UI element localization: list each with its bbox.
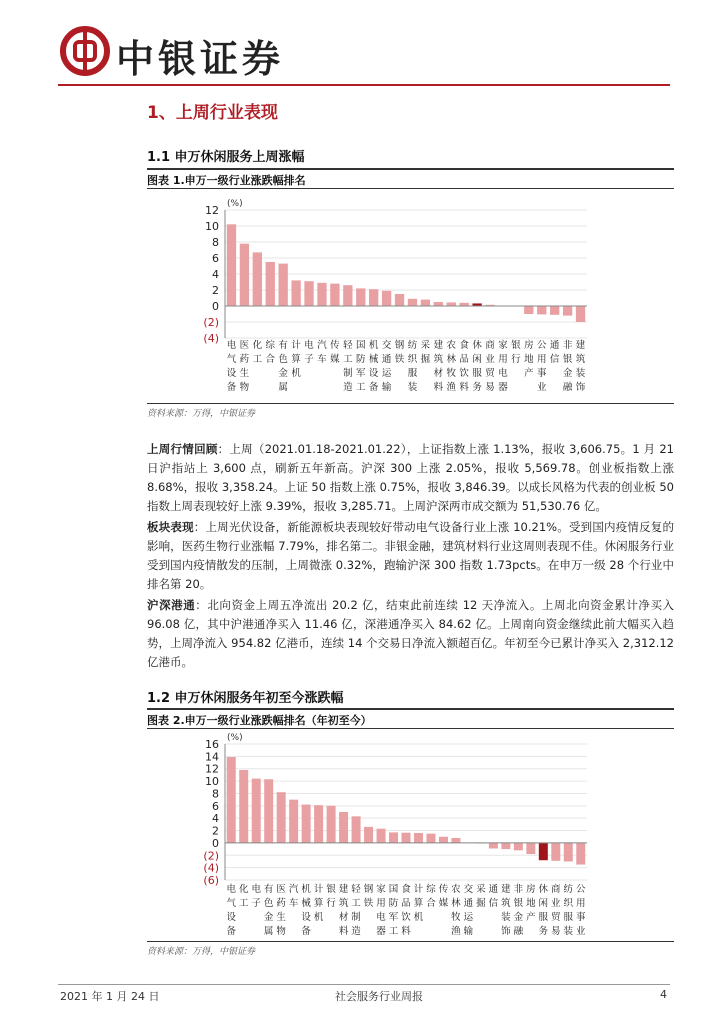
bar-传媒	[330, 284, 339, 306]
x-tick-label: 计算机	[313, 884, 324, 923]
x-tick-label: 综合	[426, 884, 436, 909]
bar-房地产	[526, 843, 535, 854]
y-tick-label: 10	[205, 775, 219, 789]
x-tick-label: 电子	[304, 340, 314, 365]
x-tick-label: 采掘	[476, 884, 486, 909]
bar-医药生物	[240, 244, 249, 306]
y-tick-label: 0	[212, 836, 219, 850]
x-tick-label: 轻工制造	[351, 884, 361, 937]
bar-计算机	[291, 280, 300, 306]
bar-轻工制造	[343, 285, 352, 306]
x-tick-label: 采掘	[420, 340, 431, 365]
bar-采掘	[421, 300, 430, 306]
y-tick-label: (4)	[203, 332, 219, 345]
bar-综合	[266, 262, 275, 306]
figure-caption-1: 图表 1.申万一级行业涨跌幅排名	[147, 174, 306, 187]
paragraph-stock-connect	[147, 596, 674, 672]
x-tick-label: 农林牧渔	[451, 884, 461, 937]
figure-bottom-rule-1	[147, 403, 674, 404]
x-tick-label: 银行	[511, 340, 521, 365]
bar-食品饮料	[402, 833, 411, 843]
x-tick-label: 医药生物	[239, 340, 250, 393]
bar-休闲服务	[539, 843, 548, 860]
x-tick-label: 纺织服装	[563, 884, 574, 937]
x-tick-label: 汽车	[317, 340, 327, 365]
y-tick-label: 4	[212, 268, 219, 281]
bar-电子	[304, 281, 313, 306]
bar-农林牧渔	[451, 838, 460, 843]
bar-机械设备	[369, 289, 378, 306]
x-tick-label: 纺织服装	[407, 340, 418, 393]
x-tick-label: 计算机	[413, 884, 424, 923]
x-tick-label: 计算机	[291, 340, 301, 379]
paragraph-label: 沪深港通	[147, 598, 196, 612]
chart-weekly-returns	[147, 190, 674, 402]
figure-rule-2	[147, 728, 674, 729]
x-tick-label: 非银金融	[513, 884, 524, 937]
x-tick-label: 商业贸易	[551, 884, 561, 937]
x-tick-label: 有色金属	[263, 884, 274, 937]
bar-化工	[239, 770, 248, 843]
y-tick-label: 12	[205, 762, 219, 776]
bar-轻工制造	[352, 816, 361, 843]
bank-logo-icon	[60, 26, 110, 76]
y-tick-label: 14	[205, 750, 219, 764]
subsection-title-2: 1.2 申万休闲服务年初至今涨跌幅	[147, 691, 344, 706]
bar-商业贸易	[551, 843, 560, 861]
bar-银行	[327, 806, 336, 843]
x-tick-label: 商业贸易	[485, 340, 495, 393]
bar-汽车	[289, 800, 298, 843]
bar-建筑材料	[339, 812, 348, 843]
paragraph-label: 板块表现	[147, 520, 194, 534]
bar-建筑装饰	[576, 306, 585, 322]
y-tick-label: 10	[205, 220, 219, 233]
bar-计算机	[314, 805, 323, 843]
x-tick-label: 通信	[488, 884, 499, 909]
header-divider	[58, 84, 670, 86]
bar-汽车	[317, 283, 326, 306]
x-tick-label: 电子	[251, 884, 261, 909]
brand-name: 中银证券	[116, 37, 285, 81]
bar-通信	[550, 306, 559, 315]
figure-caption-2: 图表 2.申万一级行业涨跌幅排名（年初至今）	[147, 714, 372, 727]
y-tick-label: (2)	[203, 316, 219, 329]
bar-钢铁	[395, 294, 404, 306]
figure-bottom-rule-2	[147, 941, 674, 942]
bar-农林牧渔	[447, 302, 456, 306]
y-tick-label: 12	[205, 204, 219, 217]
y-tick-label: (2)	[203, 849, 219, 863]
subsection-rule-2	[147, 708, 674, 710]
y-tick-label: 6	[212, 799, 219, 813]
bar-公用事业	[537, 306, 546, 314]
x-tick-label: 建筑材料	[433, 340, 444, 393]
y-tick-label: 8	[212, 236, 219, 249]
x-tick-label: 公用事业	[576, 884, 586, 937]
y-unit-label: (%)	[227, 733, 243, 743]
bar-电气设备	[227, 224, 236, 306]
chart-ytd-returns	[147, 730, 674, 940]
footer-date: 2021 年 1 月 24 日	[60, 990, 160, 1003]
bar-机械设备	[302, 805, 311, 843]
bar-非银金融	[563, 306, 572, 316]
subsection-title-1: 1.1 申万休闲服务上周涨幅	[147, 150, 305, 165]
x-tick-label: 国防军工	[388, 884, 399, 937]
x-tick-label: 机械设备	[301, 884, 311, 937]
page-number: 4	[660, 988, 667, 1001]
y-unit-label: (%)	[227, 199, 243, 209]
x-tick-label: 轻工制造	[343, 340, 353, 393]
x-tick-label: 食品饮料	[459, 340, 469, 393]
x-tick-label: 房地产	[526, 884, 536, 923]
x-tick-label: 传媒	[330, 340, 340, 365]
bar-交通运输	[382, 291, 391, 306]
bar-医药生物	[277, 792, 286, 843]
figure-rule-1	[147, 188, 674, 189]
bar-国防军工	[356, 288, 365, 306]
x-tick-label: 有色金属	[278, 340, 288, 393]
paragraph-market-review	[147, 440, 674, 516]
x-tick-label: 通信	[549, 340, 560, 365]
x-tick-label: 休闲服务	[538, 884, 549, 937]
x-tick-label: 房地产	[524, 340, 534, 379]
bar-传媒	[439, 837, 448, 843]
bar-有色金属	[279, 264, 288, 306]
x-tick-label: 交通运输	[381, 340, 392, 393]
x-tick-label: 休闲服务	[472, 340, 482, 393]
bar-化工	[253, 252, 262, 306]
y-tick-label: 6	[212, 252, 219, 265]
bar-国防军工	[389, 832, 398, 843]
x-tick-label: 机械设备	[368, 340, 379, 393]
bar-建筑装饰	[501, 843, 510, 849]
x-tick-label: 公用事业	[536, 340, 547, 393]
figure-source-1: 资料来源：万得，中银证券	[147, 409, 256, 419]
x-tick-label: 钢铁	[363, 884, 374, 909]
footer-title: 社会服务行业周报	[335, 990, 423, 1003]
subsection-rule-1	[147, 168, 674, 170]
paragraph-text: ：北向资金上周五净流出 20.2 亿，结束此前连续 12 天净流入。上周北向资金累计净买入 96.08 亿，其中沪港通净买入 11.46 亿，深港通净买入 84.62 亿。上周南向资金继续此前大幅买入趋势，上周净流入 954.82 亿港币，连续 14 个交易日净流入额超百亿。年初至今已累计净买入 2,312.12 亿港币。	[147, 598, 675, 669]
y-tick-label: 0	[212, 300, 219, 313]
x-tick-label: 传媒	[438, 884, 449, 909]
x-tick-label: 建筑材料	[338, 884, 349, 937]
x-tick-label: 家用电器	[376, 884, 386, 937]
x-tick-label: 建筑装饰	[501, 884, 511, 937]
x-tick-label: 汽车	[288, 884, 299, 909]
bar-公用事业	[576, 843, 585, 865]
x-tick-label: 银行	[326, 884, 336, 909]
x-tick-label: 化工	[238, 884, 249, 909]
footer-divider	[58, 984, 670, 985]
bar-计算机	[414, 833, 423, 843]
bar-家用电器	[377, 829, 386, 843]
x-tick-label: 家用电器	[498, 340, 508, 393]
bar-建筑材料	[434, 302, 443, 306]
x-tick-label: 电气设备	[226, 340, 237, 393]
y-tick-label: 2	[212, 284, 219, 297]
bar-纺织服装	[564, 843, 573, 862]
paragraph-text: ：上周（2021.01.18-2021.01.22），上证指数上涨 1.13%，报收 3,606.75。1 月 21 日沪指站上 3,600 点，刷新五年新高。沪深 300 上涨 2.05%，报收 5,569.78。创业板指数上涨 8.68%，报收 3,358.24。上证 50 指数上涨 0.75%，报收 3,846.39。以成长风格为代表的创业板 50 指数上周表现较好上涨 9.39%，报收 3,285.71。上周沪深两市成交额为 51,530.76 亿。	[147, 442, 675, 513]
y-tick-label: (4)	[203, 861, 219, 875]
section-title: 1、上周行业表现	[147, 103, 278, 123]
y-tick-label: 2	[212, 824, 219, 838]
bar-有色金属	[264, 779, 273, 843]
paragraph-label: 上周行情回顾	[147, 442, 218, 456]
x-tick-label: 化工	[252, 340, 263, 365]
x-tick-label: 钢铁	[394, 340, 405, 365]
x-tick-label: 非银金融	[562, 340, 573, 393]
y-tick-label: 4	[212, 812, 219, 826]
paragraph-text: ：上周光伏设备，新能源板块表现较好带动电气设备行业上涨 10.21%。受到国内疫情反复的影响，医药生物行业涨幅 7.79%，排名第二。非银金融，建筑材料行业这周则表现不佳。休闲服务行业受到国内疫情散发的压制，上周微涨 0.32%，跑输沪深 300 指数 1.73pcts。在申万一级 28 个行业中排名第 20。	[147, 520, 674, 591]
x-tick-label: 国防军工	[355, 340, 366, 393]
bar-通信	[489, 843, 498, 849]
x-tick-label: 食品饮料	[401, 884, 411, 937]
bar-钢铁	[364, 827, 373, 843]
bar-房地产	[524, 306, 533, 314]
figure-source-2: 资料来源：万得，中银证券	[147, 947, 256, 957]
paragraph-sector-performance	[147, 518, 674, 594]
y-tick-label: (6)	[203, 874, 219, 887]
bar-非银金融	[514, 843, 523, 850]
bar-电气设备	[227, 757, 236, 843]
x-tick-label: 综合	[265, 340, 276, 365]
bar-电子	[252, 779, 261, 843]
x-tick-label: 建筑装饰	[575, 340, 586, 393]
x-tick-label: 农林牧渔	[446, 340, 457, 393]
x-tick-label: 交通运输	[463, 884, 474, 937]
x-tick-label: 医药生物	[276, 884, 286, 937]
y-tick-label: 16	[205, 738, 219, 751]
x-tick-label: 电气设备	[226, 884, 236, 937]
y-tick-label: 8	[212, 787, 219, 801]
bar-综合	[426, 834, 435, 843]
bar-纺织服装	[408, 299, 417, 306]
